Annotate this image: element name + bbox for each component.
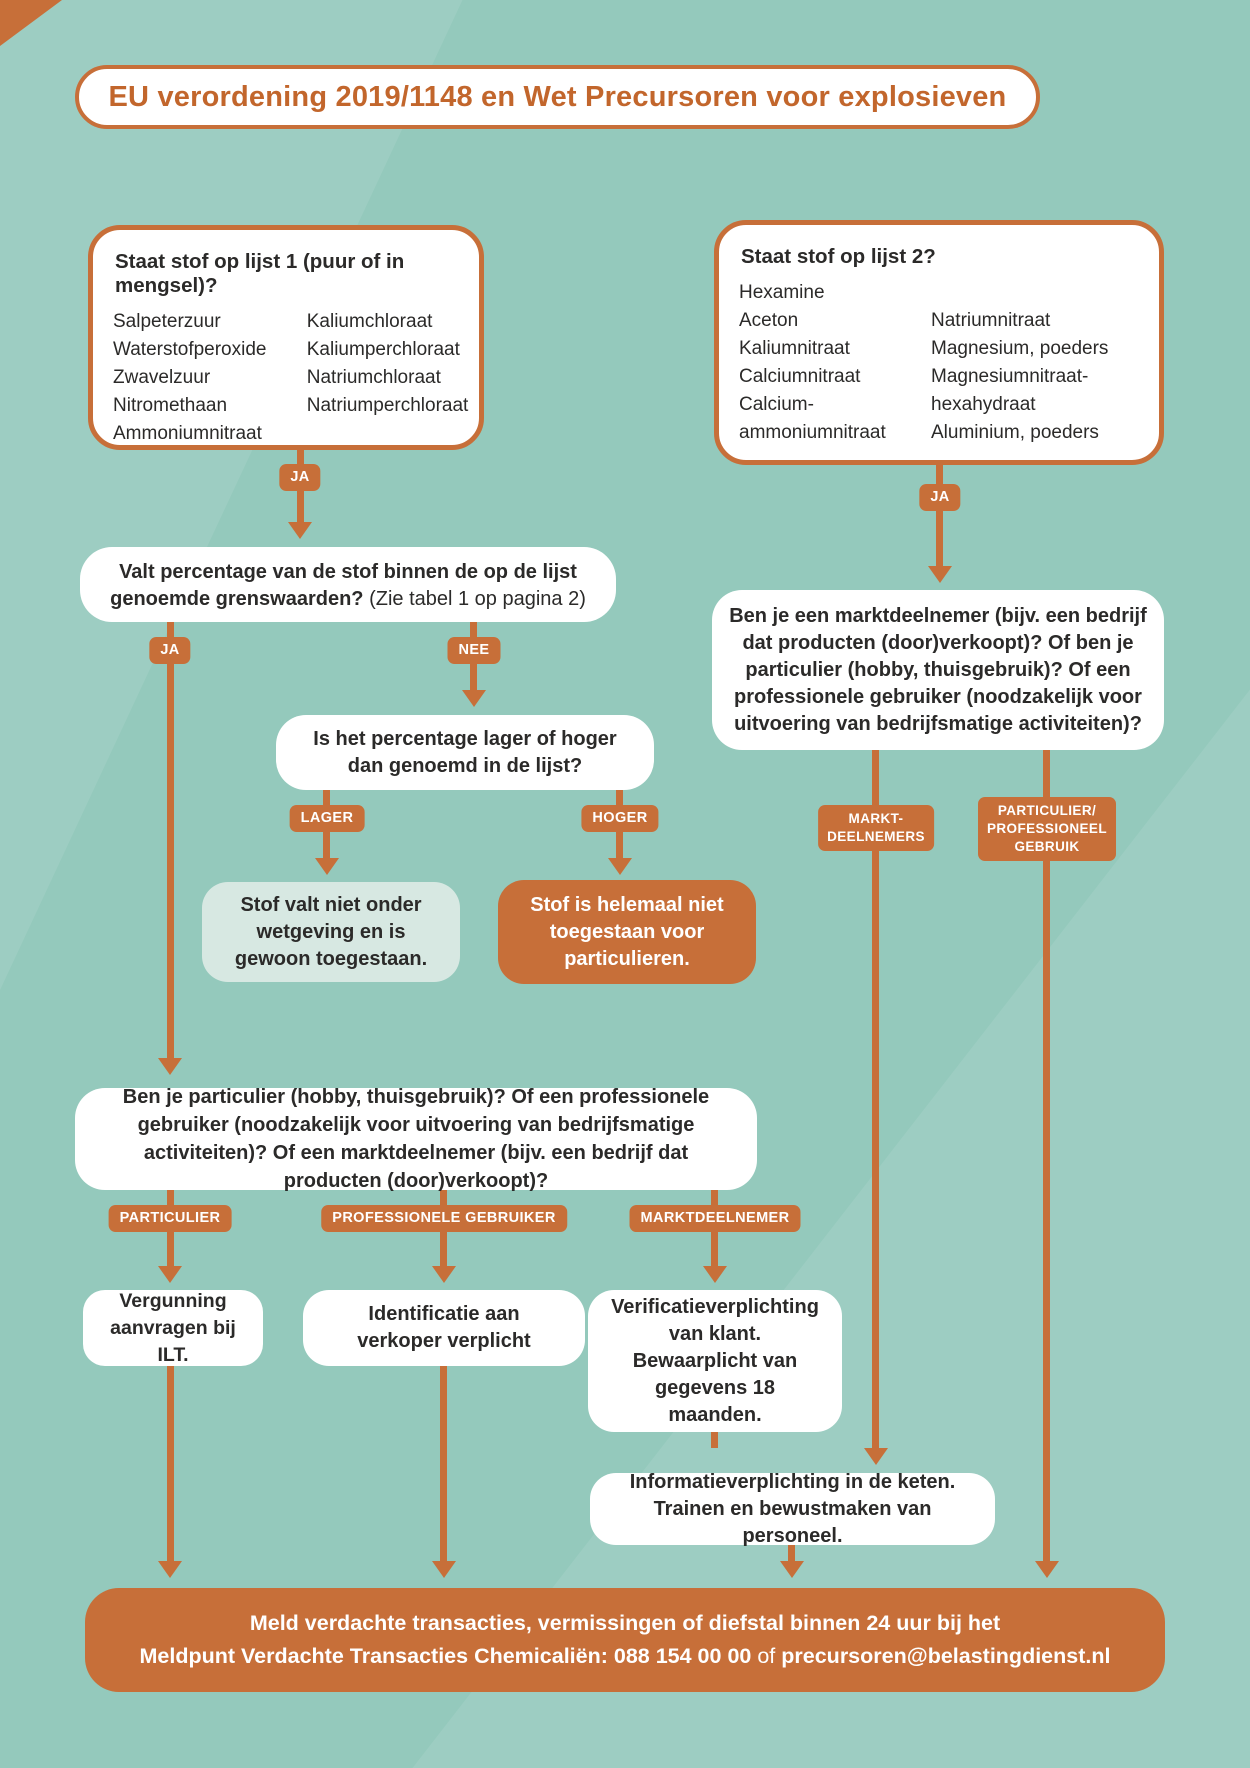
list2-box <box>714 220 1164 465</box>
arrow-line <box>440 1363 447 1561</box>
list-item: Natriumperchloraat <box>306 395 469 416</box>
arrow-line <box>167 1363 174 1561</box>
outcome-verificatie-text: Verificatieverplichting van klant. Bewaarplicht van gegevens 18 maanden. <box>611 1295 819 1426</box>
outcome-verificatie-box <box>588 1290 842 1432</box>
badge-label-line: MARKT- <box>848 811 904 826</box>
arrow-down-icon <box>432 1561 456 1578</box>
arrow-down-icon <box>1035 1561 1059 1578</box>
badge-label: JA <box>290 469 310 485</box>
list2-column1 <box>739 279 931 447</box>
badge-label: NEE <box>458 642 490 658</box>
list-item: hexahydraat <box>931 394 1036 415</box>
arrow-down-icon <box>158 1058 182 1075</box>
arrow-down-icon <box>315 858 339 875</box>
list-item: Nitromethaan <box>113 395 228 416</box>
badge-label: JA <box>930 489 950 505</box>
list-item: Kaliumnitraat <box>739 338 850 359</box>
title-banner <box>75 65 1040 129</box>
badge-label: PARTICULIER <box>119 1210 221 1226</box>
arrow-down-icon <box>928 566 952 583</box>
report-banner-line2 <box>140 1640 1111 1673</box>
badge-label: HOGER <box>592 810 648 826</box>
outcome-hoger-text: Stof is helemaal niet toegestaan voor particulieren. <box>530 893 724 970</box>
list-item: Natriumchloraat <box>306 367 441 388</box>
arrow-down-icon <box>158 1561 182 1578</box>
badge-particulier-professioneel <box>978 797 1116 861</box>
badge-ja-grenswaarden <box>149 637 190 664</box>
outcome-vergunning-box <box>83 1290 263 1366</box>
arrow-down-icon <box>864 1448 888 1465</box>
arrow-down-icon <box>703 1266 727 1283</box>
question-particulier-text: Ben je particulier (hobby, thuisgebruik)? Of een professionele gebruiker (noodzakelijk voor uitvoering van bedrijfsmatige activiteiten)? Of een marktdeelnemer (bijv. een bedrijf dat producten (door)verkoopt)? <box>122 1086 710 1192</box>
badge-label-line: PROFESSIONEEL <box>987 821 1107 836</box>
arrow-line <box>1043 748 1050 1561</box>
list-item: Aluminium, poeders <box>931 422 1099 443</box>
list1-column1 <box>113 308 307 448</box>
corner-accent <box>0 0 62 46</box>
list-item: Kaliumperchloraat <box>306 339 460 360</box>
badge-label: PROFESSIONELE GEBRUIKER <box>332 1210 556 1226</box>
report-email: precursoren@belastingdienst.nl <box>781 1644 1111 1668</box>
list2-question: Staat stof op lijst 2? <box>741 245 936 268</box>
report-banner-separator: of <box>757 1644 776 1668</box>
list-item: Magnesiumnitraat- <box>931 366 1089 387</box>
badge-ja-list2 <box>919 484 960 511</box>
badge-label: LAGER <box>300 810 354 826</box>
list-item: Kaliumchloraat <box>306 311 433 332</box>
arrow-down-icon <box>462 690 486 707</box>
list-item: Hexamine <box>739 282 825 303</box>
badge-marktdeelnemer <box>630 1205 801 1232</box>
badge-label-line: GEBRUIK <box>1014 839 1080 854</box>
report-banner <box>85 1588 1165 1692</box>
question-grenswaarden-note: (Zie tabel 1 op pagina 2) <box>369 588 586 610</box>
arrow-down-icon <box>432 1266 456 1283</box>
question-grenswaarden <box>80 547 616 622</box>
report-hotline: Meldpunt Verdachte Transacties Chemicaliën: 088 154 00 00 <box>139 1644 752 1668</box>
question-lager-hoger-text: Is het percentage lager of hoger dan genoemd in de lijst? <box>313 727 617 777</box>
list1-question: Staat stof op lijst 1 (puur of in mengsel)? <box>115 250 405 297</box>
list-item: Natriumnitraat <box>931 310 1051 331</box>
badge-lager <box>290 805 365 832</box>
outcome-vergunning-text: Vergunning aanvragen bij ILT. <box>110 1289 236 1366</box>
list-item: Calcium- <box>739 394 814 415</box>
badge-hoger <box>581 805 658 832</box>
list1-box <box>88 225 484 450</box>
list1-column2 <box>307 308 469 448</box>
arrow-line <box>711 1430 718 1448</box>
badge-professionele-gebruiker <box>321 1205 567 1232</box>
outcome-identificatie-text: Identificatie aan verkoper verplicht <box>357 1303 531 1352</box>
page-title: EU verordening 2019/1148 en Wet Precursoren voor explosieven <box>108 80 1007 113</box>
list-item: Magnesium, poeders <box>931 338 1109 359</box>
outcome-hoger-box <box>498 880 756 984</box>
arrow-line <box>872 748 879 1448</box>
badge-label-line: DEELNEMERS <box>827 829 925 844</box>
question-grenswaarden-text: Valt percentage van de stof binnen de op de lijst genoemde grenswaarden? <box>110 561 577 610</box>
badge-label-line: PARTICULIER/ <box>997 803 1097 818</box>
arrow-down-icon <box>158 1266 182 1283</box>
question-particulier <box>75 1088 757 1190</box>
badge-particulier <box>109 1205 232 1232</box>
report-banner-line1: Meld verdachte transacties, vermissingen of diefstal binnen 24 uur bij het <box>249 1611 1001 1635</box>
badge-ja-list1 <box>279 464 320 491</box>
list-item: Ammoniumnitraat <box>113 423 262 444</box>
arrow-down-icon <box>780 1561 804 1578</box>
list-item: Zwavelzuur <box>113 367 211 388</box>
list-item: Salpeterzuur <box>113 311 221 332</box>
arrow-down-icon <box>288 522 312 539</box>
question-marktdeelnemer <box>712 590 1164 750</box>
arrow-line <box>936 463 943 566</box>
outcome-keten-box <box>590 1470 995 1547</box>
arrow-down-icon <box>608 858 632 875</box>
badge-nee <box>447 637 500 664</box>
list-item: Aceton <box>739 310 799 331</box>
badge-marktdeelnemers <box>818 805 934 851</box>
badge-label: JA <box>160 642 180 658</box>
question-marktdeelnemer-text: Ben je een marktdeelnemer (bijv. een bedrijf dat producten (door)verkoopt)? Of ben je particulier (hobby, thuisgebruik)? Of een professionele gebruiker (noodzakelijk voor uitvoering van bedrijfsmatige activiteiten)? <box>729 604 1147 735</box>
list-item: Calciumnitraat <box>739 366 861 387</box>
outcome-identificatie-box <box>303 1290 585 1366</box>
outcome-keten-text: Informatieverplichting in de keten. Trainen en bewustmaken van personeel. <box>629 1470 956 1547</box>
list2-column2 <box>931 307 1108 447</box>
outcome-lager-text: Stof valt niet onder wetgeving en is gewoon toegestaan. <box>234 893 428 970</box>
question-lager-hoger <box>276 715 654 790</box>
list-item: Waterstofperoxide <box>113 339 267 360</box>
arrow-line <box>167 620 174 1058</box>
list-item: ammoniumnitraat <box>739 422 886 443</box>
outcome-lager-box <box>202 882 460 982</box>
badge-label: MARKTDEELNEMER <box>640 1210 790 1226</box>
